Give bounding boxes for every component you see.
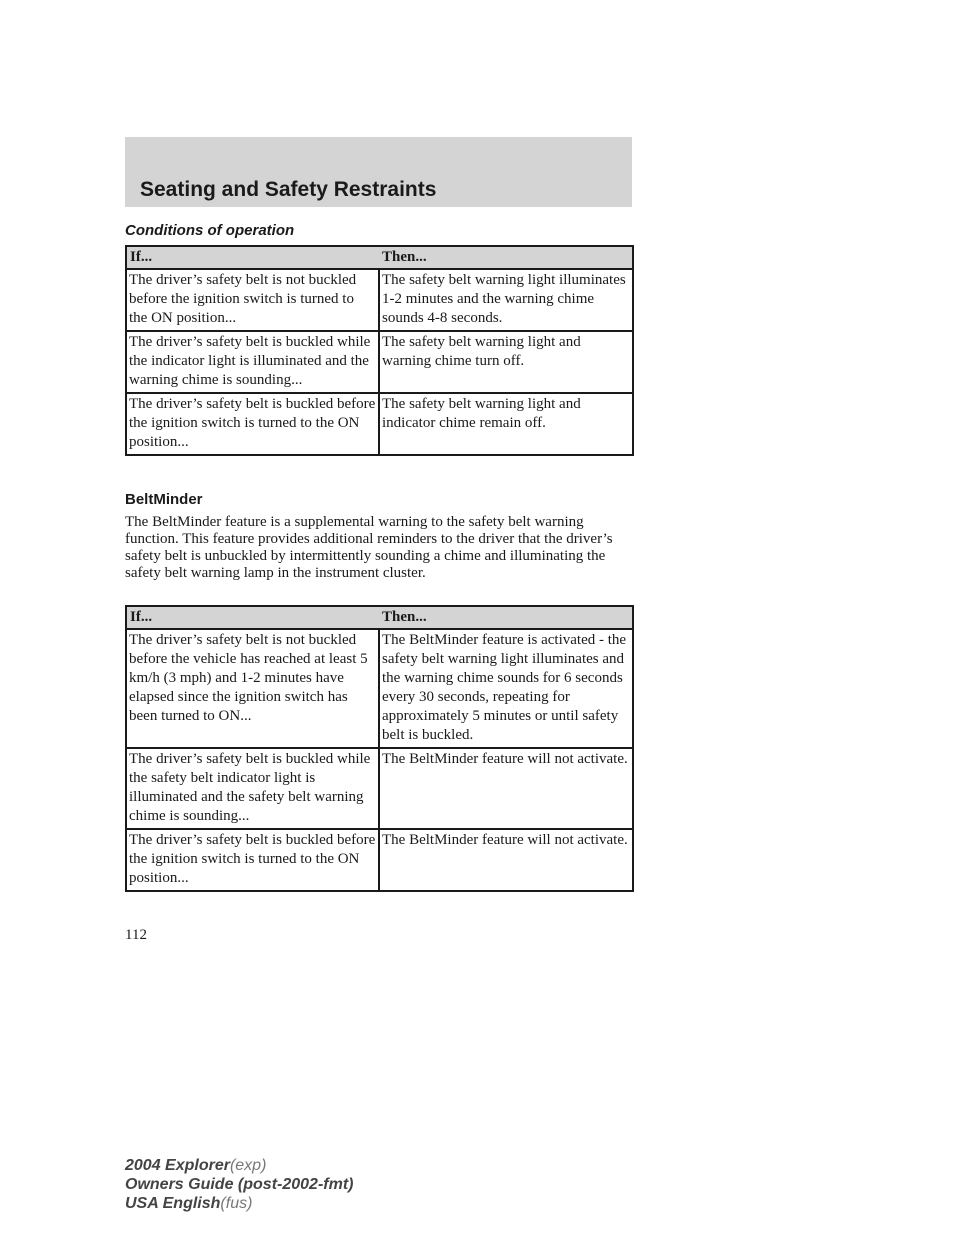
conditions-table <box>125 245 634 456</box>
beltminder-table <box>125 605 634 892</box>
table-row <box>126 748 633 829</box>
table-cell-if: The driver’s safety belt is not buckled before the ignition switch is turned to the ON position... <box>126 269 379 331</box>
table-cell-if: The driver’s safety belt is not buckled before the vehicle has reached at least 5 km/h (3 mph) and 1-2 minutes have elapsed since the ignition switch has been turned to ON... <box>126 629 379 748</box>
beltminder-heading: BeltMinder <box>125 491 203 508</box>
table-row <box>126 269 633 331</box>
footer-language-code: (fus) <box>220 1195 253 1212</box>
table-header-row <box>126 606 633 629</box>
column-header-then: Then... <box>379 246 633 269</box>
table-cell-if: The driver’s safety belt is buckled before the ignition switch is turned to the ON position... <box>126 393 379 455</box>
footer-line-language <box>125 1194 353 1213</box>
table-cell-if: The driver’s safety belt is buckled before the ignition switch is turned to the ON position... <box>126 829 379 891</box>
header-band <box>125 137 632 207</box>
table-cell-then: The BeltMinder feature will not activate. <box>379 748 633 829</box>
table-cell-then: The safety belt warning light illuminates 1-2 minutes and the warning chime sounds 4-8 seconds. <box>379 269 633 331</box>
footer-line-model <box>125 1156 353 1175</box>
page-number: 112 <box>125 927 147 943</box>
footer-model: 2004 Explorer <box>125 1157 230 1174</box>
column-header-if: If... <box>126 246 379 269</box>
table-cell-then: The BeltMinder feature will not activate. <box>379 829 633 891</box>
table-row <box>126 331 633 393</box>
table-cell-then: The safety belt warning light and warning chime turn off. <box>379 331 633 393</box>
conditions-heading: Conditions of operation <box>125 222 295 239</box>
footer-language: USA English <box>125 1195 221 1212</box>
column-header-if: If... <box>126 606 379 629</box>
beltminder-description: The BeltMinder feature is a supplemental warning to the safety belt warning function. This feature provides additional reminders to the driver that the driver’s safety belt is unbuckled by intermittently sounding a chime and illuminating the safety belt warning lamp in the instrument cluster. <box>125 514 613 581</box>
footer-guide: Owners Guide (post-2002-fmt) <box>125 1176 354 1193</box>
table-cell-if: The driver’s safety belt is buckled while the indicator light is illuminated and the warning chime is sounding... <box>126 331 379 393</box>
table-row <box>126 629 633 748</box>
table-header-row <box>126 246 633 269</box>
column-header-then: Then... <box>379 606 633 629</box>
table-row <box>126 393 633 455</box>
table-cell-then: The safety belt warning light and indicator chime remain off. <box>379 393 633 455</box>
table-row <box>126 829 633 891</box>
document-footer <box>125 1156 353 1213</box>
page-title: Seating and Safety Restraints <box>140 178 437 201</box>
table-cell-then: The BeltMinder feature is activated - the safety belt warning light illuminates and the warning chime sounds for 6 seconds every 30 seconds, repeating for approximately 5 minutes or until safety belt is buckled. <box>379 629 633 748</box>
footer-line-guide <box>125 1175 353 1194</box>
table-cell-if: The driver’s safety belt is buckled while the safety belt indicator light is illuminated and the safety belt warning chime is sounding... <box>126 748 379 829</box>
footer-model-code: (exp) <box>229 1157 267 1174</box>
